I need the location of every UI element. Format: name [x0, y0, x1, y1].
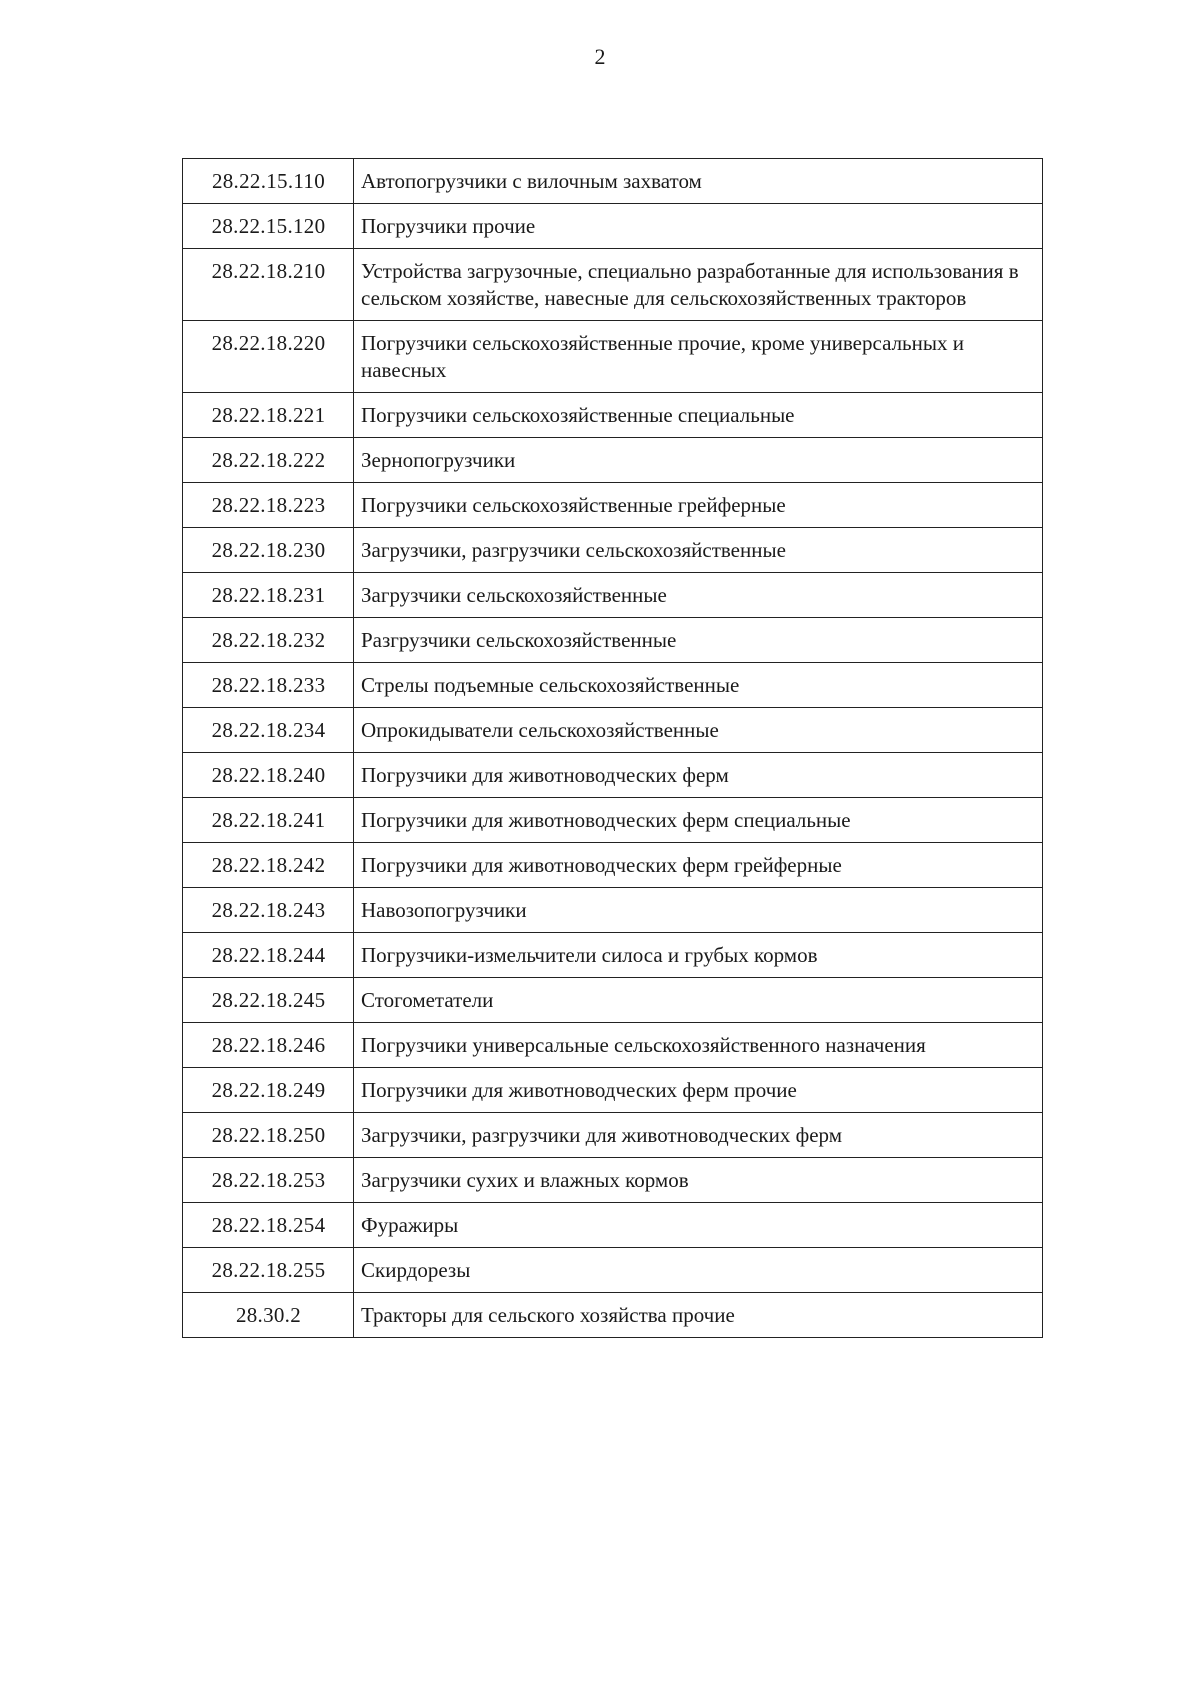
code-cell: 28.22.18.244	[183, 933, 354, 978]
code-cell: 28.22.18.240	[183, 753, 354, 798]
code-cell: 28.22.18.241	[183, 798, 354, 843]
code-cell: 28.22.18.253	[183, 1158, 354, 1203]
table-row	[183, 1203, 1043, 1248]
code-cell: 28.22.18.233	[183, 663, 354, 708]
name-cell: Автопогрузчики с вилочным захватом	[354, 159, 1043, 204]
code-cell: 28.22.18.243	[183, 888, 354, 933]
name-cell: Погрузчики прочие	[354, 204, 1043, 249]
code-cell: 28.22.18.255	[183, 1248, 354, 1293]
table-row	[183, 249, 1043, 321]
code-cell: 28.22.18.222	[183, 438, 354, 483]
table-row	[183, 933, 1043, 978]
code-cell: 28.22.18.242	[183, 843, 354, 888]
name-cell: Опрокидыватели сельскохозяйственные	[354, 708, 1043, 753]
codes-table-body	[183, 159, 1043, 1338]
code-cell: 28.22.15.110	[183, 159, 354, 204]
code-cell: 28.22.18.210	[183, 249, 354, 321]
name-cell: Фуражиры	[354, 1203, 1043, 1248]
table-row	[183, 159, 1043, 204]
table-row	[183, 1113, 1043, 1158]
name-cell: Погрузчики для животноводческих ферм	[354, 753, 1043, 798]
code-cell: 28.22.18.231	[183, 573, 354, 618]
table-row	[183, 1248, 1043, 1293]
name-cell: Погрузчики-измельчители силоса и грубых кормов	[354, 933, 1043, 978]
codes-table	[182, 158, 1043, 1338]
name-cell: Навозопогрузчики	[354, 888, 1043, 933]
name-cell: Загрузчики сухих и влажных кормов	[354, 1158, 1043, 1203]
name-cell: Тракторы для сельского хозяйства прочие	[354, 1293, 1043, 1338]
table-row	[183, 618, 1043, 663]
table-row	[183, 843, 1043, 888]
name-cell: Загрузчики, разгрузчики для животноводческих ферм	[354, 1113, 1043, 1158]
code-cell: 28.22.18.246	[183, 1023, 354, 1068]
table-row	[183, 1068, 1043, 1113]
name-cell: Погрузчики сельскохозяйственные специальные	[354, 393, 1043, 438]
code-cell: 28.30.2	[183, 1293, 354, 1338]
table-row	[183, 1293, 1043, 1338]
code-cell: 28.22.18.250	[183, 1113, 354, 1158]
table-row	[183, 708, 1043, 753]
table-row	[183, 753, 1043, 798]
code-cell: 28.22.18.234	[183, 708, 354, 753]
name-cell: Погрузчики сельскохозяйственные грейферные	[354, 483, 1043, 528]
table-row	[183, 438, 1043, 483]
table-row	[183, 1023, 1043, 1068]
table-row	[183, 1158, 1043, 1203]
code-cell: 28.22.18.254	[183, 1203, 354, 1248]
code-cell: 28.22.15.120	[183, 204, 354, 249]
table-row	[183, 978, 1043, 1023]
code-cell: 28.22.18.232	[183, 618, 354, 663]
code-cell: 28.22.18.249	[183, 1068, 354, 1113]
table-row	[183, 798, 1043, 843]
code-cell: 28.22.18.221	[183, 393, 354, 438]
name-cell: Погрузчики сельскохозяйственные прочие, кроме универсальных и навесных	[354, 321, 1043, 393]
page-number: 2	[594, 44, 606, 69]
name-cell: Загрузчики, разгрузчики сельскохозяйственные	[354, 528, 1043, 573]
name-cell: Разгрузчики сельскохозяйственные	[354, 618, 1043, 663]
name-cell: Погрузчики для животноводческих ферм специальные	[354, 798, 1043, 843]
table-row	[183, 573, 1043, 618]
name-cell: Устройства загрузочные, специально разработанные для использования в сельском хозяйстве, навесные для сельскохозяйственных тракторов	[354, 249, 1043, 321]
table-row	[183, 393, 1043, 438]
code-cell: 28.22.18.230	[183, 528, 354, 573]
name-cell: Погрузчики для животноводческих ферм прочие	[354, 1068, 1043, 1113]
table-row	[183, 663, 1043, 708]
table-row	[183, 483, 1043, 528]
table-row	[183, 321, 1043, 393]
name-cell: Стрелы подъемные сельскохозяйственные	[354, 663, 1043, 708]
table-row	[183, 888, 1043, 933]
name-cell: Загрузчики сельскохозяйственные	[354, 573, 1043, 618]
name-cell: Погрузчики универсальные сельскохозяйственного назначения	[354, 1023, 1043, 1068]
name-cell: Погрузчики для животноводческих ферм грейферные	[354, 843, 1043, 888]
table-row	[183, 528, 1043, 573]
code-cell: 28.22.18.223	[183, 483, 354, 528]
table-row	[183, 204, 1043, 249]
name-cell: Стогометатели	[354, 978, 1043, 1023]
name-cell: Скирдорезы	[354, 1248, 1043, 1293]
name-cell: Зернопогрузчики	[354, 438, 1043, 483]
code-cell: 28.22.18.220	[183, 321, 354, 393]
code-cell: 28.22.18.245	[183, 978, 354, 1023]
